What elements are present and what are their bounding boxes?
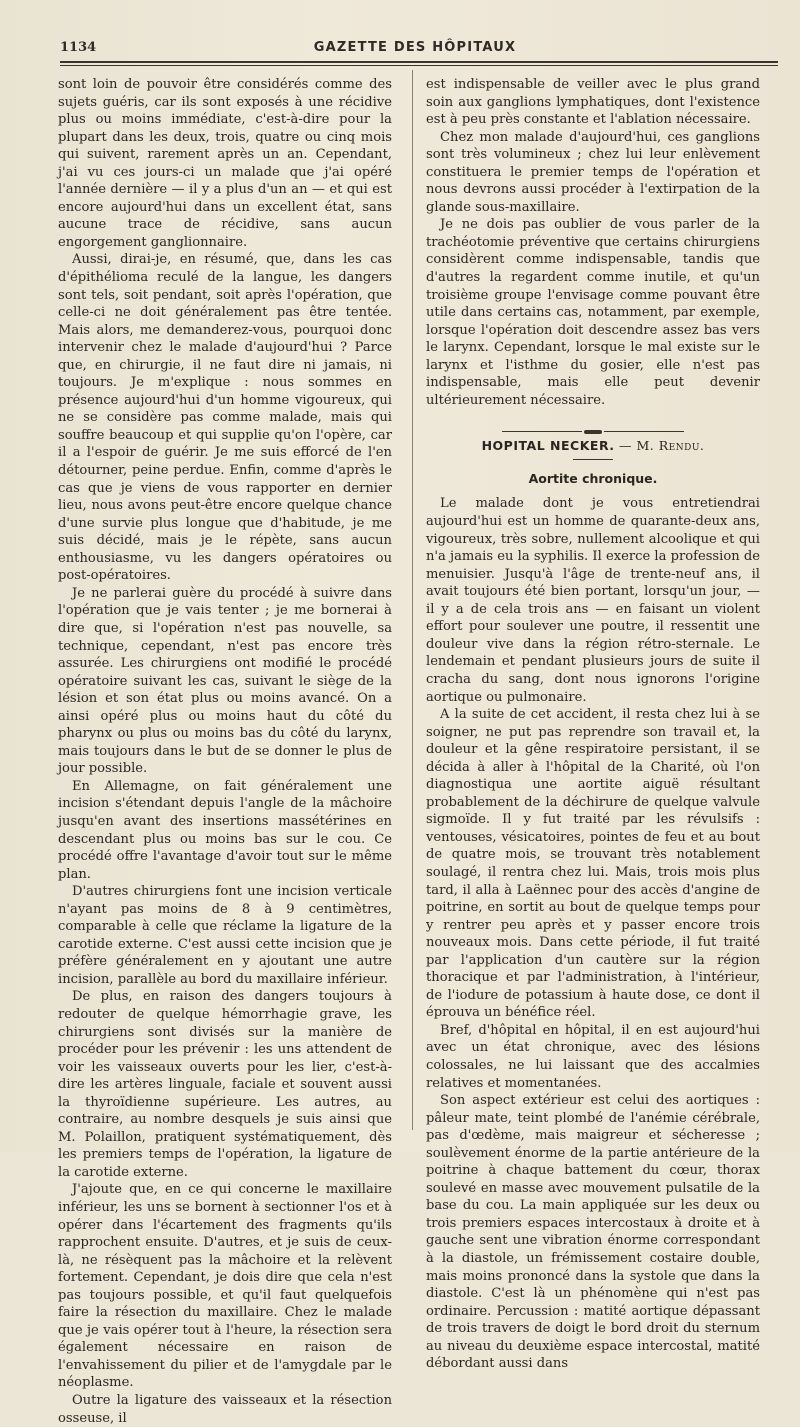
section-separator	[426, 423, 760, 431]
left-paragraph-1: sont loin de pouvoir être considérés comme des sujets guéris, car ils sont exposés à une récidive plus ou moins immédiate, c'est-à-dire pour la plupart dans les deux, trois, quatre ou cinq mois qui suivent, rarement après un an. Cependant, j'ai vu ces jours-ci un malade que j'ai opéré l'année dernière — il y a plus d'un an — et qui est encore aujourd'hui dans un excellent état, sans aucune trace de récidive, sans aucun engorgement ganglionnaire.	[58, 77, 392, 250]
heading-rule	[573, 459, 613, 460]
hospital-author: — M. Rendu.	[619, 438, 705, 454]
right-paragraph-7: Son aspect extérieur est celui des aortiques : pâleur mate, teint plombé de l'anémie cérébrale, pas d'œdème, mais maigreur et sécheresse ; soulèvement énorme de la partie antérieure de la poitrine à chaque battement du cœur, thorax soulevé en masse avec mouvement pulsatile de la base du cou. La main appliquée sur les deux ou trois premiers espaces intercostaux à droite et à gauche sent une vibration énorme correspondant à la diastole, un frémissement costaire double, mais moins prononcé dans la systole que dans la diastole. C'est là un phénomène qui n'est pas ordinaire. Percussion : matité aortique dépassant de trois travers de doigt le bord droit du sternum au niveau du deuxième espace intercostal, matité débordant aussi dans	[426, 1093, 760, 1372]
header-rule-thin	[60, 65, 778, 66]
page-header	[60, 36, 770, 60]
column-divider	[412, 70, 413, 1130]
right-paragraph-6: Bref, d'hôpital en hôpital, il en est aujourd'hui avec un état chronique, avec des lésions colossales, ne lui laissant que des accalmies relatives et momentanées.	[426, 1022, 760, 1091]
journal-title: GAZETTE DES HÔPITAUX	[313, 40, 517, 55]
right-column	[426, 76, 760, 1373]
left-paragraph-7: J'ajoute que, en ce qui concerne le maxillaire inférieur, les uns se bornent à sectionner l'os et à opérer dans l'écartement des fragments qu'ils rapprochent ensuite. D'autres, et je suis de ceux-là, ne résèquent pas la mâchoire et la relèvent fortement. Cependant, je dois dire que cela n'est pas toujours possible, et qu'il faut quelquefois faire la résection du maxillaire. Chez le malade que je vais opérer tout à l'heure, la résection sera également nécessaire en raison de l'envahissement du pilier et de l'amygdale par le néoplasme.	[58, 1182, 392, 1391]
hospital-name: HOPITAL NECKER.	[481, 438, 615, 454]
left-paragraph-3: Je ne parlerai guère du procédé à suivre dans l'opération que je vais tenter ; je me bornerai à dire que, si l'opération n'est pas nouvelle, sa technique, cependant, n'est pas encore très assurée. Les chirurgiens ont modifié le procédé opératoire suivant les cas, suivant le siège de la lésion et son état plus ou moins avancé. On a ainsi opéré plus ou moins haut du côté du pharynx ou plus ou moins bas du côté du larynx, mais toujours dans le but de se donner le plus de jour possible.	[58, 585, 392, 777]
left-paragraph-2: Aussi, dirai-je, en résumé, que, dans les cas d'épithélioma reculé de la langue, les dangers sont tels, soit pendant, soit après l'opération, que celle-ci ne doit généralement pas être tentée. Mais alors, me demanderez-vous, pourquoi donc intervenir chez le malade d'aujourd'hui ? Parce que, en chirurgie, il ne faut dire ni jamais, ni toujours. Je m'explique : nous sommes en présence aujourd'hui d'un homme vigoureux, qui ne se considère pas comme malade, mais qui souffre beaucoup et qui supplie qu'on l'opère, car il a l'espoir de guérir. Je me suis efforcé de l'en détourner, peine perdue. Enfin, comme d'après le cas que je viens de vous rapporter en dernier lieu, nous avons peut-être encore quelque chance d'une survie plus longue que d'habitude, je me suis décidé, mais je le répète, sans aucun enthousiasme, vu les dangers opératoires ou post-opératoires.	[58, 252, 392, 584]
left-paragraph-8: Outre la ligature des vaisseaux et la résection osseuse, il	[58, 1393, 392, 1426]
left-paragraph-4: En Allemagne, on fait généralement une incision s'étendant depuis l'angle de la mâchoire jusqu'en avant des insertions massétérines en descendant plus ou moins bas sur le cou. Ce procédé offre l'avantage d'avoir tout sur le même plan.	[58, 778, 392, 882]
left-column	[58, 76, 392, 1427]
header-rule	[60, 61, 778, 63]
right-paragraph-2: Chez mon malade d'aujourd'hui, ces ganglions sont très volumineux ; chez lui leur enlèvement constituera le premier temps de l'opération et nous devrons aussi procéder à l'extirpation de la glande sous-maxillaire.	[426, 129, 760, 215]
article-title: Aortite chronique.	[528, 470, 658, 486]
right-paragraph-5: A la suite de cet accident, il resta chez lui à se soigner, ne put pas reprendre son travail et, la douleur et la gêne respiratoire persistant, il se décida à aller à l'hôpital de la Charité, où l'on diagnostiqua une aortite aiguë résultant probablement de la déchirure de quelque valvule sigmoïde. Il y fut traité par les révulsifs : ventouses, vésicatoires, pointes de feu et au bout de quatre mois, se trouvant très notablement soulagé, il rentra chez lui. Mais, trois mois plus tard, il alla à Laënnec pour des accès d'angine de poitrine, en sortit au bout de quelque temps pour y rentrer peu après et y passer encore trois nouveaux mois. Dans cette période, il fut traité par l'application d'un cautère sur la région thoracique et par l'administration, à l'intérieur, de l'iodure de potassium à haute dose, ce dont il éprouva un bénéfice réel.	[426, 707, 760, 1021]
right-paragraph-3: Je ne dois pas oublier de vous parler de la trachéotomie préventive que certains chirurgiens considèrent comme indispensable, tandis que d'autres la regardent comme inutile, et qu'un troisième groupe l'envisage comme pouvant être utile dans certains cas, notamment, par exemple, lorsque l'opération doit descendre assez bas vers le larynx. Cependant, lorsque le mal existe sur le larynx et l'isthme du gosier, elle n'est pas indispensable, mais elle peut devenir ultérieurement nécessaire.	[426, 217, 760, 408]
right-paragraph-4: Le malade dont je vous entretiendrai aujourd'hui est un homme de quarante-deux ans, vigoureux, très sobre, nullement alcoolique et qui n'a jamais eu la syphilis. Il exerce la profession de menuisier. Jusqu'à l'âge de trente-neuf ans, il avait toujours été bien portant, lorsqu'un jour, — il y a de cela trois ans — en faisant un violent effort pour soulever une poutre, il ressentit une douleur vive dans la région rétro-sternale. Le lendemain et pendant plusieurs jours de suite il cracha du sang, dont nous ignorons l'origine aortique ou pulmonaire.	[426, 496, 760, 705]
left-paragraph-5: D'autres chirurgiens font une incision verticale n'ayant pas moins de 8 à 9 centimètres, comparable à celle que réclame la ligature de la carotide externe. C'est aussi cette incision que je préfère généralement en y ajoutant une autre incision, parallèle au bord du maxillaire inférieur.	[58, 884, 392, 987]
left-paragraph-6: De plus, en raison des dangers toujours à redouter de quelque hémorrhagie grave, les chirurgiens sont divisés sur la manière de procéder pour les prévenir : les uns attendent de voir les vaisseaux ouverts pour les lier, c'est-à-dire les artères linguale, faciale et souvent aussi la thyroïdienne supérieure. Les autres, au contraire, au nombre desquels je suis ainsi que M. Polaillon, pratiquent systématiquement, dès les premiers temps de l'opération, la ligature de la carotide externe.	[58, 989, 392, 1180]
hospital-heading	[426, 437, 760, 455]
right-paragraph-1: est indispensable de veiller avec le plus grand soin aux ganglions lymphatiques, dont l'existence est à peu près constante et l'ablation nécessaire.	[426, 77, 760, 128]
page-number: 1134	[60, 40, 97, 55]
